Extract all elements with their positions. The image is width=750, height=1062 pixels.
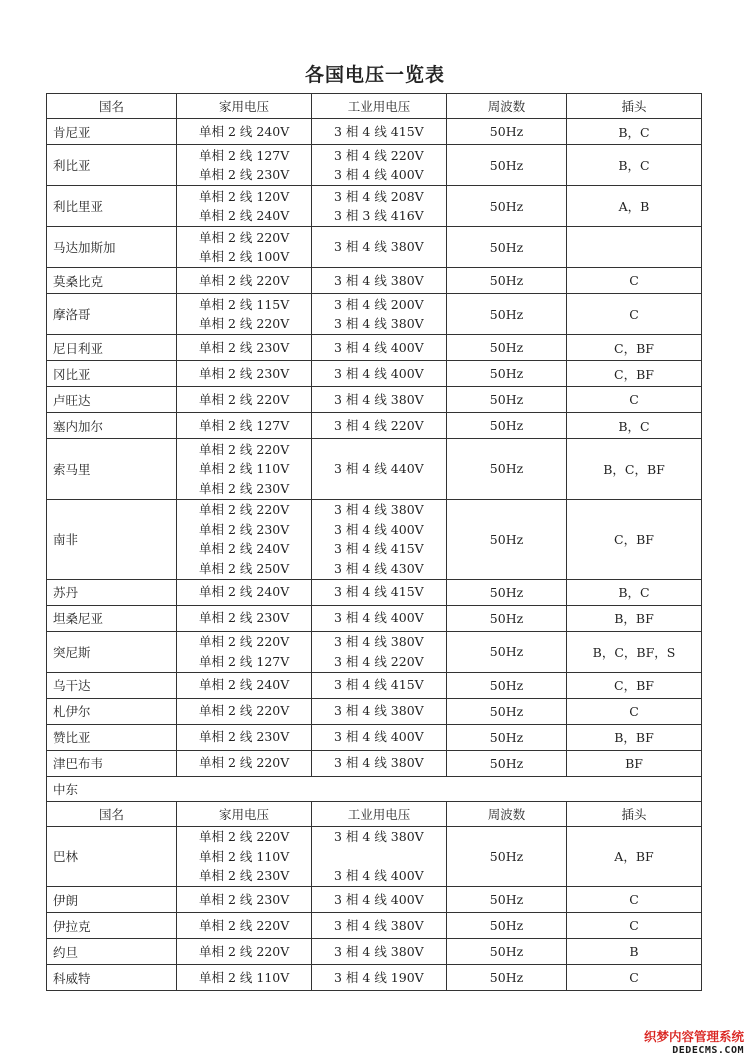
home-voltage: 单相 2 线 240V xyxy=(199,677,290,693)
plug-type: A，BF xyxy=(567,826,702,887)
table-row xyxy=(47,939,702,965)
industry-voltage: 3 相 4 线 400V xyxy=(334,891,424,907)
home-voltage: 单相 2 线 115V xyxy=(199,296,290,312)
industry-voltage: 3 相 4 线 380V xyxy=(334,703,424,719)
frequency: 50Hz xyxy=(447,439,567,500)
table-row xyxy=(47,913,702,939)
country-name: 冈比亚 xyxy=(47,361,177,387)
home-voltage: 单相 2 线 220V xyxy=(199,703,290,719)
table-row xyxy=(47,750,702,776)
plug-type: B，C xyxy=(567,119,702,145)
frequency: 50Hz xyxy=(447,268,567,294)
table-row xyxy=(47,268,702,294)
country-name: 伊朗 xyxy=(47,887,177,913)
section-row xyxy=(47,776,702,801)
country-name: 南非 xyxy=(47,499,177,579)
home-voltage: 单相 2 线 220V xyxy=(199,755,290,771)
home-voltage: 单相 2 线 110V xyxy=(199,461,290,476)
industry-voltage: 3 相 4 线 400V xyxy=(334,339,424,355)
table-row xyxy=(47,499,702,579)
home-voltage: 单相 2 线 220V xyxy=(199,634,290,649)
country-name: 卢旺达 xyxy=(47,387,177,413)
frequency: 50Hz xyxy=(447,913,567,939)
header-cell: 周波数 xyxy=(447,94,567,119)
header-cell: 家用电压 xyxy=(177,801,312,826)
industry-voltage: 3 相 4 线 400V xyxy=(334,610,424,626)
industry-voltage: 3 相 4 线 380V xyxy=(334,239,424,255)
home-voltage: 单相 2 线 230V xyxy=(199,891,290,907)
plug-type: B，BF xyxy=(567,724,702,750)
industry-voltage: 3 相 4 线 400V xyxy=(334,167,424,182)
frequency: 50Hz xyxy=(447,724,567,750)
home-voltage: 单相 2 线 110V xyxy=(199,848,290,864)
home-voltage: 单相 2 线 250V xyxy=(199,560,290,576)
industry-voltage: 3 相 4 线 380V xyxy=(334,502,424,517)
industry-voltage: 3 相 4 线 380V xyxy=(334,272,424,288)
country-name: 莫桑比克 xyxy=(47,268,177,294)
table-row xyxy=(47,145,702,186)
home-voltage: 单相 2 线 220V xyxy=(199,829,290,844)
industry-voltage: 3 相 4 线 380V xyxy=(334,316,424,331)
frequency: 50Hz xyxy=(447,826,567,887)
industry-voltage: 3 相 4 线 220V xyxy=(334,147,424,163)
home-voltage: 单相 2 线 230V xyxy=(199,868,290,883)
page-title: 各国电压一览表 xyxy=(304,64,445,86)
table-row xyxy=(47,724,702,750)
table-header-row xyxy=(47,94,702,119)
table-row xyxy=(47,294,702,335)
frequency: 50Hz xyxy=(447,605,567,631)
header-cell: 工业用电压 xyxy=(312,801,447,826)
home-voltage: 单相 2 线 220V xyxy=(199,272,290,288)
country-name: 津巴布韦 xyxy=(47,750,177,776)
country-name: 突尼斯 xyxy=(47,631,177,672)
industry-voltage: 3 相 4 线 380V xyxy=(334,829,424,844)
frequency: 50Hz xyxy=(447,965,567,991)
frequency: 50Hz xyxy=(447,387,567,413)
home-voltage: 单相 2 线 220V xyxy=(199,441,290,457)
industry-voltage: 3 相 4 线 380V xyxy=(334,755,424,771)
frequency: 50Hz xyxy=(447,579,567,605)
home-voltage: 单相 2 线 240V xyxy=(199,208,290,223)
table-row xyxy=(47,698,702,724)
country-name: 利比亚 xyxy=(47,145,177,186)
country-name: 苏丹 xyxy=(47,579,177,605)
plug-type: A，B xyxy=(567,186,702,227)
table-row xyxy=(47,826,702,887)
header-cell: 国名 xyxy=(47,801,177,826)
home-voltage: 单相 2 线 220V xyxy=(199,943,290,959)
frequency: 50Hz xyxy=(447,939,567,965)
plug-type: C xyxy=(567,387,702,413)
industry-voltage xyxy=(334,847,446,867)
industry-voltage: 3 相 4 线 200V xyxy=(334,296,424,312)
watermark-line1: 织梦内容管理系统 xyxy=(643,1029,744,1044)
table-row xyxy=(47,335,702,361)
watermark xyxy=(644,1027,744,1056)
table-row xyxy=(47,361,702,387)
country-name: 肯尼亚 xyxy=(47,119,177,145)
home-voltage: 单相 2 线 100V xyxy=(199,249,290,264)
country-name: 约旦 xyxy=(47,939,177,965)
home-voltage: 单相 2 线 220V xyxy=(199,316,290,331)
frequency: 50Hz xyxy=(447,672,567,698)
plug-type: B，C xyxy=(567,579,702,605)
country-name: 利比里亚 xyxy=(47,186,177,227)
industry-voltage: 3 相 4 线 415V xyxy=(334,541,424,556)
plug-type: C xyxy=(567,294,702,335)
home-voltage: 单相 2 线 230V xyxy=(199,167,290,182)
frequency: 50Hz xyxy=(447,119,567,145)
table-row xyxy=(47,672,702,698)
plug-type: BF xyxy=(567,750,702,776)
header-cell: 插头 xyxy=(567,801,702,826)
industry-voltage: 3 相 4 线 190V xyxy=(334,969,424,985)
home-voltage: 单相 2 线 120V xyxy=(199,188,290,204)
home-voltage: 单相 2 线 230V xyxy=(199,339,290,355)
header-cell: 工业用电压 xyxy=(312,94,447,119)
watermark-line2: DEDECMS.COM xyxy=(672,1045,744,1056)
home-voltage: 单相 2 线 220V xyxy=(199,391,290,407)
table-row xyxy=(47,387,702,413)
home-voltage: 单相 2 线 127V xyxy=(199,147,290,163)
section-label: 中东 xyxy=(47,776,702,801)
frequency: 50Hz xyxy=(447,227,567,268)
industry-voltage: 3 相 4 线 380V xyxy=(334,917,424,933)
table-row xyxy=(47,631,702,672)
industry-voltage: 3 相 4 线 400V xyxy=(334,729,424,745)
table-row xyxy=(47,119,702,145)
frequency: 50Hz xyxy=(447,631,567,672)
plug-type: C xyxy=(567,887,702,913)
country-name: 伊拉克 xyxy=(47,913,177,939)
plug-type: B xyxy=(567,939,702,965)
plug-type: C xyxy=(567,965,702,991)
header-cell: 周波数 xyxy=(447,801,567,826)
frequency: 50Hz xyxy=(447,294,567,335)
home-voltage: 单相 2 线 127V xyxy=(199,417,290,433)
home-voltage: 单相 2 线 230V xyxy=(199,610,290,626)
table-header-row xyxy=(47,801,702,826)
table-row xyxy=(47,965,702,991)
home-voltage: 单相 2 线 220V xyxy=(199,229,290,245)
table-row xyxy=(47,439,702,500)
plug-type: C，BF xyxy=(567,361,702,387)
table-row xyxy=(47,186,702,227)
frequency: 50Hz xyxy=(447,413,567,439)
industry-voltage: 3 相 4 线 380V xyxy=(334,634,424,649)
header-cell: 插头 xyxy=(567,94,702,119)
voltage-table xyxy=(46,93,702,991)
industry-voltage: 3 相 4 线 400V xyxy=(334,868,424,883)
frequency: 50Hz xyxy=(447,887,567,913)
industry-voltage: 3 相 4 线 440V xyxy=(334,461,424,476)
country-name: 赞比亚 xyxy=(47,724,177,750)
industry-voltage: 3 相 3 线 416V xyxy=(334,208,424,223)
home-voltage: 单相 2 线 230V xyxy=(199,729,290,745)
frequency: 50Hz xyxy=(447,335,567,361)
plug-type: B，C，BF，S xyxy=(567,631,702,672)
home-voltage: 单相 2 线 240V xyxy=(199,123,290,139)
frequency: 50Hz xyxy=(447,698,567,724)
plug-type xyxy=(567,227,702,268)
home-voltage: 单相 2 线 240V xyxy=(199,541,290,556)
frequency: 50Hz xyxy=(447,361,567,387)
country-name: 摩洛哥 xyxy=(47,294,177,335)
home-voltage: 单相 2 线 230V xyxy=(199,521,290,537)
table-row xyxy=(47,413,702,439)
plug-type: B，C xyxy=(567,145,702,186)
header-cell: 国名 xyxy=(47,94,177,119)
home-voltage: 单相 2 线 220V xyxy=(199,917,290,933)
plug-type: B，C，BF xyxy=(567,439,702,500)
home-voltage: 单相 2 线 220V xyxy=(199,502,290,517)
country-name: 马达加斯加 xyxy=(47,227,177,268)
home-voltage: 单相 2 线 230V xyxy=(199,480,290,496)
plug-type: C，BF xyxy=(567,499,702,579)
country-name: 塞内加尔 xyxy=(47,413,177,439)
country-name: 坦桑尼亚 xyxy=(47,605,177,631)
industry-voltage: 3 相 4 线 400V xyxy=(334,521,424,537)
country-name: 索马里 xyxy=(47,439,177,500)
country-name: 乌干达 xyxy=(47,672,177,698)
industry-voltage: 3 相 4 线 208V xyxy=(334,188,424,204)
industry-voltage: 3 相 4 线 400V xyxy=(334,365,424,381)
country-name: 尼日利亚 xyxy=(47,335,177,361)
frequency: 50Hz xyxy=(447,145,567,186)
home-voltage: 单相 2 线 110V xyxy=(199,969,290,985)
frequency: 50Hz xyxy=(447,750,567,776)
plug-type: C，BF xyxy=(567,672,702,698)
plug-type: C xyxy=(567,268,702,294)
industry-voltage: 3 相 4 线 415V xyxy=(334,677,424,693)
industry-voltage: 3 相 4 线 430V xyxy=(334,560,424,576)
industry-voltage: 3 相 4 线 415V xyxy=(334,123,424,139)
plug-type: B，C xyxy=(567,413,702,439)
frequency: 50Hz xyxy=(447,499,567,579)
table-row xyxy=(47,605,702,631)
home-voltage: 单相 2 线 127V xyxy=(199,653,290,669)
country-name: 科威特 xyxy=(47,965,177,991)
table-row xyxy=(47,579,702,605)
industry-voltage: 3 相 4 线 415V xyxy=(334,584,424,600)
industry-voltage: 3 相 4 线 220V xyxy=(334,653,424,669)
plug-type: B，BF xyxy=(567,605,702,631)
industry-voltage: 3 相 4 线 220V xyxy=(334,417,424,433)
plug-type: C xyxy=(567,698,702,724)
header-cell: 家用电压 xyxy=(177,94,312,119)
table-row xyxy=(47,887,702,913)
industry-voltage: 3 相 4 线 380V xyxy=(334,943,424,959)
plug-type: C，BF xyxy=(567,335,702,361)
home-voltage: 单相 2 线 240V xyxy=(199,584,290,600)
country-name: 巴林 xyxy=(47,826,177,887)
table-row xyxy=(47,227,702,268)
frequency: 50Hz xyxy=(447,186,567,227)
plug-type: C xyxy=(567,913,702,939)
home-voltage: 单相 2 线 230V xyxy=(199,365,290,381)
industry-voltage: 3 相 4 线 380V xyxy=(334,391,424,407)
country-name: 札伊尔 xyxy=(47,698,177,724)
